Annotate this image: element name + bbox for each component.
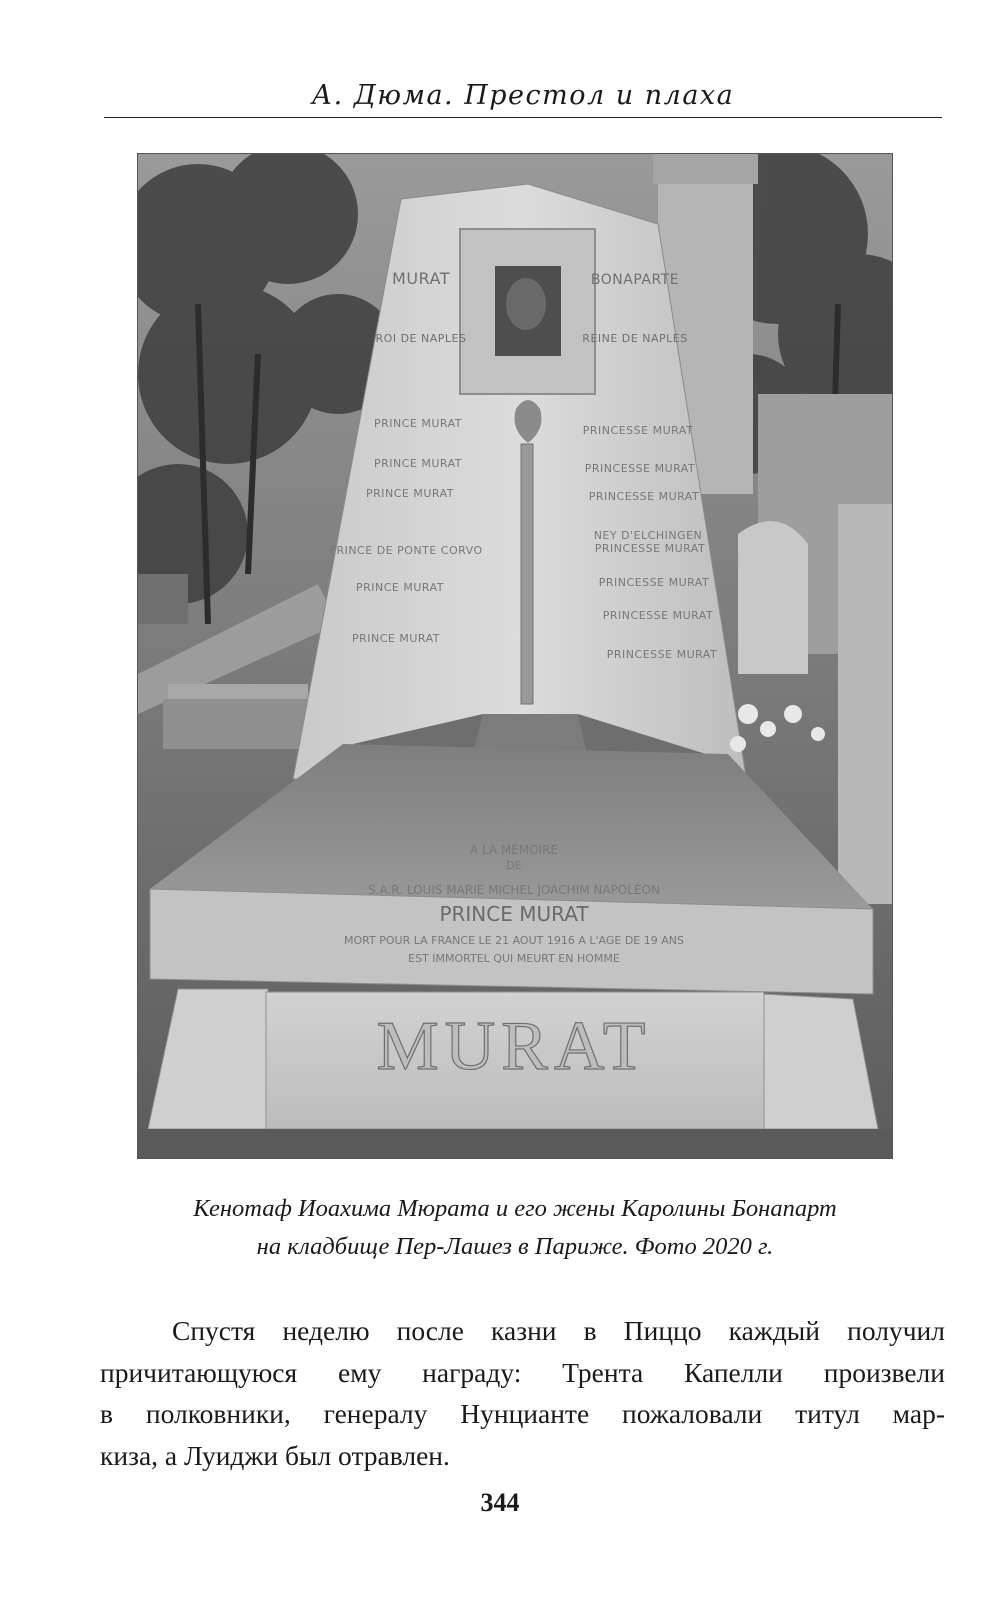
svg-text:PRINCESSE MURAT: PRINCESSE MURAT bbox=[588, 490, 700, 503]
base-inscription: MURAT bbox=[376, 1008, 652, 1085]
svg-text:PRINCE MURAT: PRINCE MURAT bbox=[373, 417, 463, 430]
body-line-1: Спустя неделю после казни в Пиццо каждый получил bbox=[172, 1315, 945, 1346]
running-header bbox=[104, 72, 942, 118]
body-line-2: причитающуюся ему награду: Трента Капелли произвели bbox=[100, 1356, 945, 1388]
svg-text:DE: DE bbox=[506, 859, 522, 872]
svg-text:BONAPARTE: BONAPARTE bbox=[590, 272, 680, 288]
svg-text:A LA MÉMOIRE: A LA MÉMOIRE bbox=[469, 843, 559, 857]
svg-text:REINE DE NAPLES: REINE DE NAPLES bbox=[582, 332, 688, 345]
svg-text:PRINCESSE MURAT: PRINCESSE MURAT bbox=[602, 609, 714, 622]
svg-text:PRINCESSE MURAT: PRINCESSE MURAT bbox=[606, 648, 718, 661]
svg-text:PRINCESSE MURAT: PRINCESSE MURAT bbox=[594, 542, 706, 555]
svg-text:PRINCE MURAT: PRINCE MURAT bbox=[351, 632, 441, 645]
photo-illustration bbox=[138, 154, 892, 1158]
base bbox=[138, 989, 892, 1158]
svg-text:ROI DE NAPLES: ROI DE NAPLES bbox=[375, 332, 467, 345]
body-line-3: в полковники, генералу Нунцианте пожаловали титул мар- bbox=[100, 1398, 945, 1429]
svg-text:S.A.R. LOUIS MARIE MICHEL JOAC: S.A.R. LOUIS MARIE MICHEL JOACHIM NAPOLÉON bbox=[368, 883, 660, 897]
header-rule bbox=[104, 117, 942, 118]
caption-line-2: на кладбище Пер-Лашез в Париже. Фото 2020 г. bbox=[256, 1233, 774, 1260]
photo-caption bbox=[100, 1190, 930, 1266]
inscription-left-head: MURAT bbox=[392, 269, 450, 288]
body-paragraph bbox=[100, 1310, 945, 1476]
cenotaph-photo bbox=[137, 153, 893, 1159]
svg-text:PRINCE DE PONTE CORVO: PRINCE DE PONTE CORVO bbox=[329, 544, 483, 557]
caption-line-1: Кенотаф Иоахима Мюрата и его жены Каролины Бонапарт bbox=[193, 1195, 837, 1222]
svg-text:PRINCE MURAT: PRINCE MURAT bbox=[373, 457, 463, 470]
svg-text:PRINCESSE MURAT: PRINCESSE MURAT bbox=[598, 576, 710, 589]
body-line-4: киза, а Луиджи был отравлен. bbox=[100, 1439, 450, 1471]
running-title: А. Дюма. Престол и плаха bbox=[311, 80, 735, 111]
svg-text:PRINCE MURAT: PRINCE MURAT bbox=[439, 902, 589, 926]
svg-text:NEY D'ELCHINGEN: NEY D'ELCHINGEN bbox=[593, 529, 703, 542]
svg-text:PRINCE MURAT: PRINCE MURAT bbox=[365, 487, 455, 500]
svg-text:MORT POUR LA FRANCE LE 21 AOUT: MORT POUR LA FRANCE LE 21 AOUT 1916 A L'AGE DE 19 ANS bbox=[344, 934, 684, 947]
svg-text:PRINCESSE MURAT: PRINCESSE MURAT bbox=[582, 424, 694, 437]
svg-text:PRINCESSE MURAT: PRINCESSE MURAT bbox=[584, 462, 696, 475]
svg-text:PRINCE MURAT: PRINCE MURAT bbox=[355, 581, 445, 594]
page-number: 344 bbox=[480, 1488, 520, 1517]
svg-text:EST IMMORTEL QUI MEURT EN HOMM: EST IMMORTEL QUI MEURT EN HOMME bbox=[408, 952, 620, 965]
